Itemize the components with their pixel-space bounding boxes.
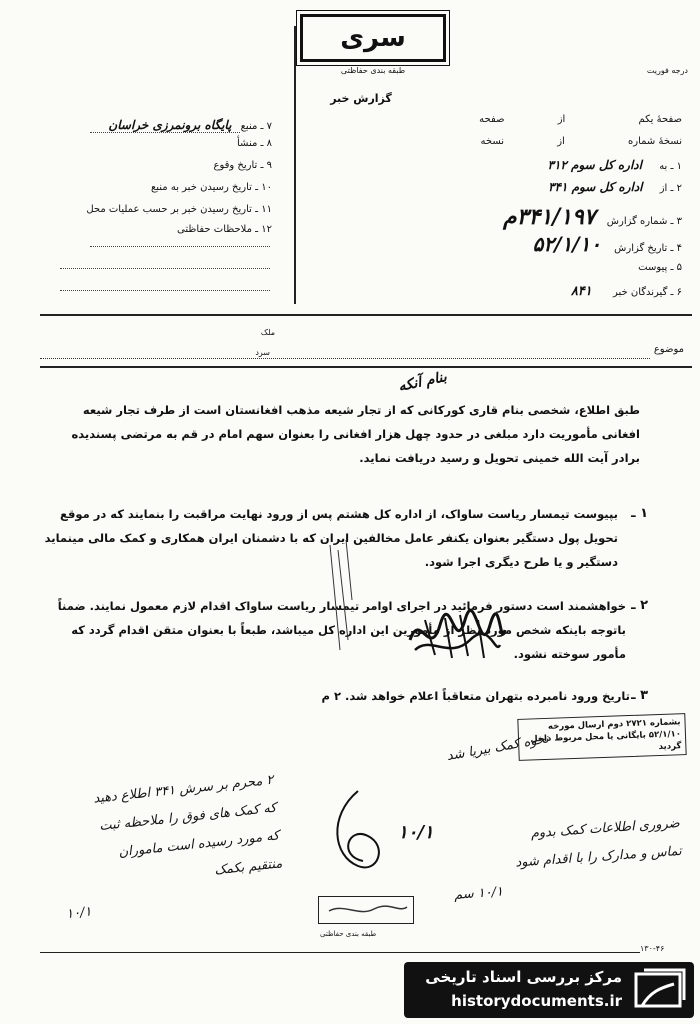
item-number: ۱ ـ bbox=[631, 506, 648, 521]
field-value: اداره کل سوم ۳۱۲ bbox=[547, 158, 642, 172]
field-end: صفحه bbox=[479, 114, 505, 125]
watermark-url: historydocuments.ir bbox=[451, 992, 622, 1010]
field-report-number bbox=[503, 204, 682, 230]
field-origin: ۸ ـ منشأ bbox=[236, 138, 272, 149]
field-date-received-operations: ۱۱ ـ تاریخ رسیدن خبر بر حسب عملیات محل bbox=[86, 204, 272, 215]
field-value: ۵۲/۱/۱۰ bbox=[532, 232, 601, 256]
item-number: ۲ ـ bbox=[631, 598, 648, 613]
note-line: ۱۰/۱ bbox=[65, 904, 93, 923]
field-copy-number bbox=[481, 136, 683, 147]
handwritten-date-mid: ۱۰/۱ bbox=[398, 822, 434, 843]
classification-subtitle: طبقه بندی حفاظتی bbox=[340, 66, 406, 75]
classification-box: سری bbox=[300, 14, 446, 62]
field-middle: از bbox=[557, 136, 565, 147]
field-middle: از bbox=[557, 114, 566, 125]
signature-loops bbox=[318, 786, 398, 876]
handwritten-note-top: نحوه کمک بیریا شد bbox=[445, 731, 550, 765]
handwritten-heading: بنام آنکه bbox=[396, 369, 449, 395]
field-page bbox=[479, 114, 682, 125]
subject-label: موضوع bbox=[653, 344, 684, 355]
field-label: ۳ ـ شماره گزارش bbox=[606, 216, 682, 227]
field-value: اداره کل سوم ۳۴۱ bbox=[548, 180, 643, 194]
field-label: ۴ ـ تاریخ گزارش bbox=[614, 243, 682, 254]
subject-note-1: ملک bbox=[260, 328, 275, 337]
note-line: منتقیم بکمک bbox=[213, 856, 283, 879]
field-attachment: ۵ ـ پیوست bbox=[638, 262, 682, 273]
pen-strokes bbox=[322, 540, 362, 660]
field-date-received-source: ۱۰ ـ تاریخ رسیدن خبر به منبع bbox=[150, 182, 272, 193]
item-text: بپیوست تیمسار ریاست ساواک، از اداره کل هشتم پس از ورود نهایت مراقبت را بنمایند که در موقع تحویل پول دستگیر بعنوان یکنفر عامل مخالفین ایران که با دشمنان ایران همکاری و کمک مالی مینماید دستگیر و یا طرح دیگری اجرا شود. bbox=[44, 507, 618, 569]
field-label: ۷ ـ منبع bbox=[240, 121, 272, 132]
field-value: پایگاه برونمرزی خراسان bbox=[108, 118, 232, 132]
field-protective-notes: ۱۲ ـ ملاحظات حفاظتی bbox=[177, 224, 272, 235]
note-line: ۲ محرم بر سرش ۳۴۱ اطلاع دهید bbox=[92, 772, 275, 807]
item-number: ۳ ـ bbox=[631, 688, 648, 703]
field-event-date: ۹ ـ تاریخ وقوع bbox=[213, 160, 272, 171]
urgency-degree-label: درجه فوریت bbox=[646, 66, 688, 75]
divider-subject bbox=[40, 366, 692, 368]
signature-scribble bbox=[400, 600, 510, 670]
note-line: ضروری اطلاعات کمک بدوم bbox=[530, 815, 681, 842]
field-value: ۳۴۱/۱۹۷م bbox=[503, 204, 596, 230]
field-label: صفحهٔ یکم bbox=[638, 114, 682, 125]
report-title: گزارش خبر bbox=[330, 92, 392, 105]
archive-logo-icon bbox=[630, 966, 686, 1014]
field-from bbox=[548, 180, 682, 194]
footer-code: ۱۳۰-۴۶ bbox=[640, 944, 665, 953]
divider-top bbox=[40, 314, 692, 316]
note-line: که مورد رسیده است ماموران bbox=[117, 828, 281, 861]
note-line: که کمک های فوق را ملاحظه ثبت bbox=[98, 800, 278, 835]
watermark-banner bbox=[404, 962, 694, 1018]
field-recipients bbox=[571, 284, 682, 299]
field-label: ۶ ـ گیرندگان خبر bbox=[612, 287, 682, 298]
report-intro: طبق اطلاع، شخصی بنام قاری کورکانی که از تجار شیعه مذهب افغانستان است از طرف تجار شیعه افغانی مأموریت دارد مبلغی در حدود چهل هزار افغانی را بعنوان سهم امام در قم به مرتضی پسندیده برادر آیت الله خمینی تحویل و رسید دریافت نماید. bbox=[71, 403, 640, 465]
subject-note-2: سرد bbox=[255, 348, 270, 357]
field-label: ۱ ـ به bbox=[659, 161, 682, 172]
note-line: تماس و مدارک را با اقدام شود bbox=[514, 843, 683, 871]
handwritten-note-right bbox=[389, 810, 684, 914]
field-source bbox=[108, 118, 272, 132]
field-label: ۲ ـ از bbox=[659, 183, 682, 194]
note-line: ۱۰/۱ سم bbox=[453, 884, 504, 903]
receipt-stamp bbox=[318, 896, 414, 924]
registration-stamp: بشماره ۲۷۲۱ دوم ارسال مورخه ۵۲/۱/۱۰ بایگانی یا محل مربوط داخل گردید bbox=[517, 713, 686, 761]
item-text: خواهشمند است دستور فرمائید در اجرای اوامر تیمسار ریاست ساواک اقدام لازم معمول نمایند. ضمناً باتوجه باینکه شخص مورد نظر از مأمورین این اداره کل میباشد، طبعاً با بعنوان متقن اقدام گردد که مأمور سوخته نشود. bbox=[57, 599, 626, 661]
field-label: نسخهٔ شماره bbox=[628, 136, 682, 147]
watermark-title: مرکز بررسی اسناد تاریخی bbox=[425, 968, 622, 986]
item-text: تاریخ ورود نامبرده بتهران متعاقباً اعلام خواهد شد. ۲ م bbox=[321, 689, 630, 703]
field-to bbox=[548, 158, 682, 172]
field-value: ۸۴۱ bbox=[570, 284, 592, 299]
handwritten-note-left bbox=[13, 767, 286, 933]
field-report-date bbox=[533, 232, 682, 256]
footer-classification: طبقه بندی حفاظتی bbox=[320, 930, 377, 938]
field-end: نسخه bbox=[480, 136, 505, 147]
